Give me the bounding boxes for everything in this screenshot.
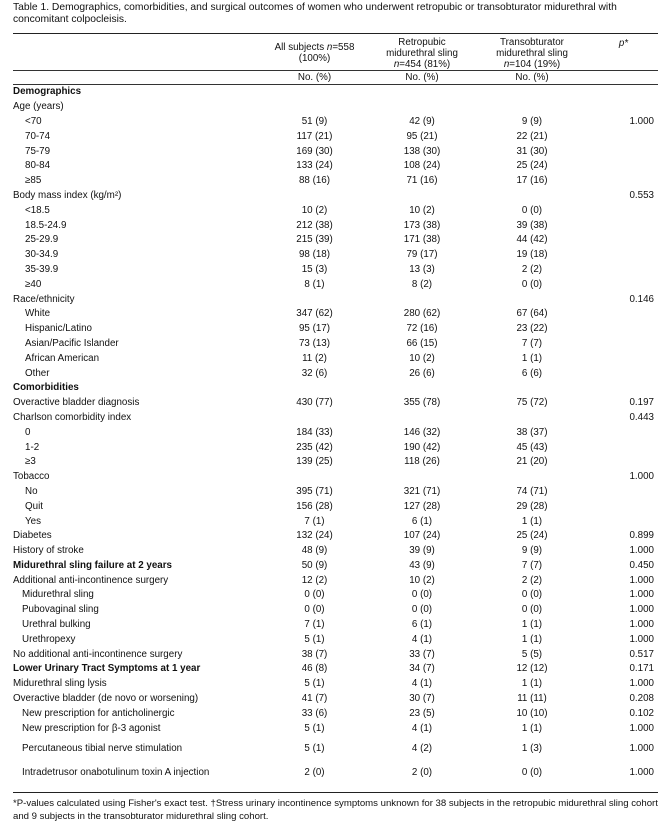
table-row — [13, 632, 658, 647]
cell-transobturator: 6 (6) — [521, 367, 543, 379]
cell-p-value: 1.000 — [629, 574, 654, 586]
cell-transobturator: 1 (1) — [521, 619, 543, 631]
top-rule — [13, 33, 658, 34]
cell-transobturator: 44 (42) — [516, 234, 548, 246]
cell-p-value: 1.000 — [629, 722, 654, 734]
cell-p-value: 0.443 — [629, 411, 654, 423]
cell-all-subjects: 98 (18) — [298, 249, 331, 261]
row-label: Lower Urinary Tract Symptoms at 1 year — [13, 663, 201, 675]
cell-p-value — [589, 233, 658, 248]
row-label: Overactive bladder diagnosis — [13, 397, 140, 409]
table-row — [13, 760, 658, 784]
header-transobturator: Transobturator midurethral sling n=104 (19%) — [496, 36, 568, 70]
cell-all-subjects — [260, 85, 369, 100]
cell-retropubic: 146 (32) — [403, 426, 441, 438]
row-label: Urethral bulking — [22, 619, 91, 631]
table-row — [13, 544, 658, 559]
cell-all-subjects: 88 (16) — [298, 175, 331, 187]
cell-retropubic: 10 (2) — [409, 204, 435, 216]
cell-p-value: 1.000 — [629, 115, 654, 127]
cell-retropubic — [369, 100, 475, 115]
table-row — [13, 425, 658, 440]
table-row — [13, 485, 658, 500]
table-row — [13, 411, 658, 426]
table-row — [13, 573, 658, 588]
cell-transobturator: 38 (37) — [516, 426, 548, 438]
cell-retropubic — [369, 411, 475, 426]
table-row — [13, 381, 658, 396]
row-label: Charlson comorbidity index — [13, 411, 132, 423]
table-row — [13, 189, 658, 204]
cell-retropubic: 43 (9) — [409, 559, 435, 571]
row-label: 1-2 — [25, 441, 40, 453]
cell-all-subjects: 212 (38) — [296, 219, 333, 231]
table-footnote: *P-values calculated using Fisher's exact test. †Stress urinary incontinence symptoms unknown for 38 subjects in the retropubic midurethral sling cohort and 9 subjects in the transobturator midurethral sling cohort. — [13, 798, 658, 822]
table-row — [13, 440, 658, 455]
row-label: 0 — [25, 426, 31, 438]
cell-transobturator: 45 (43) — [516, 441, 548, 453]
cell-transobturator: 11 (11) — [517, 693, 547, 705]
row-label: Percutaneous tibial nerve stimulation — [22, 742, 183, 754]
table-subheader-row — [13, 71, 658, 85]
cell-retropubic: 6 (1) — [411, 619, 433, 631]
cell-all-subjects — [260, 381, 369, 396]
table-row — [13, 277, 658, 292]
subheader-all: No. (%) — [260, 71, 369, 85]
cell-transobturator: 2 (2) — [521, 263, 543, 275]
cell-p-value: 1.000 — [629, 604, 654, 616]
row-label: Additional anti-incontinence surgery — [13, 574, 169, 586]
cell-p-value: 0.171 — [629, 663, 654, 675]
cell-p-value — [589, 337, 658, 352]
cell-all-subjects: 32 (6) — [301, 367, 328, 379]
cell-transobturator: 2 (2) — [521, 574, 543, 586]
cell-transobturator: 1 (1) — [521, 352, 543, 364]
table-row — [13, 203, 658, 218]
cell-retropubic: 0 (0) — [411, 589, 433, 601]
cell-retropubic: 280 (62) — [403, 308, 441, 320]
cell-retropubic: 13 (3) — [409, 263, 435, 275]
table-row — [13, 603, 658, 618]
row-label: ≥40 — [25, 278, 42, 290]
table-row — [13, 706, 658, 721]
row-label: Urethropexy — [22, 633, 76, 645]
cell-transobturator: 74 (71) — [516, 485, 548, 497]
cell-p-value: 1.000 — [629, 633, 654, 645]
cell-p-value — [589, 203, 658, 218]
cell-transobturator: 25 (24) — [516, 530, 548, 542]
row-label: Overactive bladder (de novo or worsening) — [13, 693, 199, 705]
cell-transobturator: 0 (0) — [521, 589, 543, 601]
table-row — [13, 692, 658, 707]
table-row — [13, 248, 658, 263]
row-label: 70-74 — [25, 130, 51, 142]
cell-all-subjects: 0 (0) — [304, 604, 325, 616]
table-row — [13, 337, 658, 352]
cell-transobturator: 1 (1) — [521, 678, 543, 690]
row-label: Age (years) — [13, 101, 64, 113]
cell-all-subjects — [260, 292, 369, 307]
table-row — [13, 677, 658, 692]
cell-all-subjects: 2 (0) — [304, 766, 325, 778]
table-row — [13, 144, 658, 159]
table-row — [13, 233, 658, 248]
cell-all-subjects: 38 (7) — [301, 648, 328, 660]
table-row — [13, 322, 658, 337]
bottom-rule — [13, 792, 658, 793]
cell-p-value — [589, 440, 658, 455]
cell-p-value: 1.000 — [629, 766, 654, 778]
row-label: Midurethral sling — [22, 589, 94, 601]
cell-p-value — [589, 425, 658, 440]
cell-all-subjects: 347 (62) — [296, 308, 333, 320]
header-p-value: p* — [618, 38, 629, 49]
row-label: New prescription for anticholinergic — [22, 707, 175, 719]
row-label: Yes — [25, 515, 41, 527]
cell-all-subjects: 184 (33) — [296, 426, 333, 438]
table-row — [13, 470, 658, 485]
row-label: <70 — [25, 115, 42, 127]
table-row — [13, 736, 658, 760]
cell-p-value: 1.000 — [629, 678, 654, 690]
table-row — [13, 351, 658, 366]
cell-transobturator: 25 (24) — [516, 160, 548, 172]
cell-p-value: 1.000 — [629, 545, 654, 557]
row-label: 35-39.9 — [25, 263, 59, 275]
cell-transobturator: 39 (38) — [516, 219, 548, 231]
cell-all-subjects: 169 (30) — [296, 145, 333, 157]
cell-transobturator: 19 (18) — [516, 249, 548, 261]
cell-transobturator: 1 (1) — [521, 722, 543, 734]
cell-retropubic: 30 (7) — [409, 693, 435, 705]
cell-p-value: 1.000 — [629, 619, 654, 631]
cell-retropubic: 39 (9) — [409, 545, 435, 557]
cell-all-subjects: 235 (42) — [296, 441, 333, 453]
cell-p-value — [589, 129, 658, 144]
cell-all-subjects: 139 (25) — [296, 456, 333, 468]
cell-all-subjects: 5 (1) — [304, 742, 325, 754]
header-retropubic: Retropubic midurethral sling n=454 (81%) — [386, 36, 458, 70]
cell-p-value — [589, 248, 658, 263]
cell-retropubic: 6 (1) — [411, 515, 433, 527]
table-row — [13, 85, 658, 100]
cell-all-subjects: 46 (8) — [301, 663, 328, 675]
row-label: Intradetrusor onabotulinum toxin A injection — [22, 766, 210, 778]
cell-p-value — [589, 455, 658, 470]
cell-retropubic: 42 (9) — [409, 115, 435, 127]
cell-retropubic: 10 (2) — [409, 574, 435, 586]
cell-transobturator — [475, 381, 589, 396]
cell-all-subjects: 7 (1) — [304, 515, 325, 527]
row-label: No additional anti-incontinence surgery — [13, 648, 183, 660]
cell-retropubic: 72 (16) — [406, 323, 438, 335]
table-row — [13, 366, 658, 381]
row-label: 18.5-24.9 — [25, 219, 67, 231]
row-label: No — [25, 485, 38, 497]
cell-retropubic — [369, 381, 475, 396]
cell-p-value: 0.517 — [629, 648, 654, 660]
cell-all-subjects: 10 (2) — [301, 204, 328, 216]
cell-transobturator: 0 (0) — [521, 204, 543, 216]
table-row — [13, 662, 658, 677]
header-all-subjects: All subjects n=558 (100%) — [274, 42, 355, 64]
cell-retropubic — [369, 470, 475, 485]
cell-all-subjects: 395 (71) — [296, 485, 333, 497]
cell-p-value — [589, 485, 658, 500]
cell-all-subjects: 0 (0) — [304, 589, 325, 601]
cell-retropubic: 2 (0) — [411, 766, 433, 778]
cell-transobturator: 31 (30) — [516, 145, 548, 157]
cell-all-subjects: 11 (2) — [302, 352, 327, 364]
cell-transobturator: 67 (64) — [516, 308, 548, 320]
cell-transobturator: 5 (5) — [521, 648, 543, 660]
cell-transobturator: 22 (21) — [516, 130, 548, 142]
cell-p-value — [589, 218, 658, 233]
table-row — [13, 100, 658, 115]
row-label: Comorbidities — [13, 382, 79, 394]
cell-transobturator — [475, 411, 589, 426]
cell-retropubic: 4 (1) — [411, 678, 433, 690]
table-row — [13, 115, 658, 130]
cell-all-subjects — [260, 470, 369, 485]
subheader-empty — [13, 71, 260, 85]
cell-transobturator: 0 (0) — [521, 604, 543, 616]
cell-p-value — [589, 514, 658, 529]
cell-p-value — [589, 277, 658, 292]
row-label: 25-29.9 — [25, 234, 59, 246]
cell-all-subjects: 7 (1) — [304, 619, 325, 631]
cell-p-value — [589, 159, 658, 174]
table-body — [13, 85, 658, 785]
cell-p-value: 0.197 — [629, 397, 654, 409]
cell-transobturator — [475, 85, 589, 100]
table-header-row — [13, 36, 658, 71]
row-label: Quit — [25, 500, 43, 512]
cell-transobturator: 9 (9) — [521, 545, 543, 557]
cell-transobturator: 23 (22) — [516, 323, 548, 335]
subheader-trans: No. (%) — [475, 71, 589, 85]
cell-p-value: 0.208 — [629, 693, 654, 705]
cell-retropubic — [369, 189, 475, 204]
cell-retropubic: 4 (1) — [411, 722, 433, 734]
table-row — [13, 721, 658, 736]
cell-transobturator — [475, 100, 589, 115]
cell-retropubic: 95 (21) — [406, 130, 438, 142]
cell-p-value — [589, 307, 658, 322]
row-label: 75-79 — [25, 145, 51, 157]
cell-retropubic: 34 (7) — [409, 663, 435, 675]
cell-p-value: 0.102 — [629, 707, 654, 719]
cell-retropubic: 23 (5) — [409, 707, 435, 719]
cell-all-subjects: 8 (1) — [304, 278, 325, 290]
cell-all-subjects: 15 (3) — [301, 263, 328, 275]
cell-retropubic: 71 (16) — [406, 175, 438, 187]
cell-retropubic: 10 (2) — [409, 352, 435, 364]
cell-all-subjects: 156 (28) — [296, 500, 333, 512]
cell-all-subjects — [260, 411, 369, 426]
table-row — [13, 514, 658, 529]
table-caption: Table 1. Demographics, comorbidities, and surgical outcomes of women who underwent retropubic or transobturator midurethral with concomitant colpocleisis. — [13, 2, 617, 25]
cell-transobturator — [475, 470, 589, 485]
row-label: History of stroke — [13, 545, 84, 557]
table-row — [13, 559, 658, 574]
cell-p-value — [589, 322, 658, 337]
cell-retropubic: 79 (17) — [406, 249, 438, 261]
cell-retropubic — [369, 85, 475, 100]
cell-all-subjects: 430 (77) — [296, 397, 333, 409]
cell-transobturator: 10 (10) — [516, 707, 548, 719]
cell-retropubic: 33 (7) — [409, 648, 435, 660]
header-label-column — [13, 36, 260, 71]
table-row — [13, 292, 658, 307]
table-row — [13, 618, 658, 633]
cell-p-value: 0.450 — [629, 559, 654, 571]
cell-p-value — [589, 263, 658, 278]
cell-all-subjects: 133 (24) — [296, 160, 333, 172]
row-label: Pubovaginal sling — [22, 604, 99, 616]
cell-all-subjects: 215 (39) — [296, 234, 333, 246]
table-row — [13, 218, 658, 233]
cell-transobturator: 12 (12) — [516, 663, 548, 675]
cell-retropubic: 118 (26) — [404, 456, 440, 468]
cell-retropubic: 321 (71) — [403, 485, 441, 497]
cell-all-subjects: 117 (21) — [296, 130, 333, 142]
cell-transobturator — [475, 189, 589, 204]
cell-retropubic: 66 (15) — [406, 337, 438, 349]
cell-p-value — [589, 366, 658, 381]
cell-p-value — [589, 100, 658, 115]
cell-all-subjects: 5 (1) — [304, 633, 325, 645]
cell-p-value — [589, 85, 658, 100]
cell-p-value: 0.899 — [629, 530, 654, 542]
cell-retropubic: 171 (38) — [403, 234, 441, 246]
cell-retropubic: 173 (38) — [403, 219, 441, 231]
row-label: African American — [25, 352, 100, 364]
cell-all-subjects — [260, 189, 369, 204]
cell-p-value — [589, 144, 658, 159]
cell-retropubic: 108 (24) — [403, 160, 441, 172]
cell-all-subjects: 5 (1) — [304, 722, 325, 734]
cell-all-subjects: 73 (13) — [298, 337, 331, 349]
cell-p-value: 1.000 — [629, 742, 654, 754]
cell-retropubic: 0 (0) — [411, 604, 433, 616]
cell-all-subjects: 5 (1) — [304, 678, 325, 690]
cell-p-value: 1.000 — [629, 589, 654, 601]
cell-retropubic: 138 (30) — [403, 145, 441, 157]
row-label: ≥3 — [25, 456, 36, 468]
cell-p-value: 0.146 — [629, 293, 654, 305]
cell-retropubic — [369, 292, 475, 307]
row-label: Asian/Pacific Islander — [25, 337, 119, 349]
cell-all-subjects — [260, 100, 369, 115]
row-label: Race/ethnicity — [13, 293, 75, 305]
cell-all-subjects: 12 (2) — [301, 574, 328, 586]
cell-retropubic: 127 (28) — [403, 500, 441, 512]
cell-retropubic: 107 (24) — [403, 530, 441, 542]
cell-all-subjects: 41 (7) — [301, 693, 328, 705]
table-row — [13, 647, 658, 662]
cell-all-subjects: 33 (6) — [301, 707, 328, 719]
row-label: Other — [25, 367, 50, 379]
cell-p-value — [589, 174, 658, 189]
table-row — [13, 307, 658, 322]
cell-p-value — [589, 499, 658, 514]
table-row — [13, 455, 658, 470]
subheader-retro: No. (%) — [369, 71, 475, 85]
cell-transobturator: 0 (0) — [521, 278, 543, 290]
row-label: White — [25, 308, 51, 320]
cell-transobturator: 7 (7) — [521, 337, 543, 349]
row-label: Demographics — [13, 86, 82, 98]
table-row — [13, 263, 658, 278]
cell-p-value — [589, 351, 658, 366]
cell-transobturator: 1 (1) — [521, 515, 543, 527]
row-label: <18.5 — [25, 204, 50, 216]
row-label: Midurethral sling failure at 2 years — [13, 559, 172, 571]
cell-retropubic: 4 (2) — [411, 742, 433, 754]
cell-transobturator: 21 (20) — [516, 456, 548, 468]
cell-transobturator: 1 (3) — [521, 742, 543, 754]
row-label: Tobacco — [13, 471, 50, 483]
cell-retropubic: 8 (2) — [411, 278, 433, 290]
cell-transobturator — [475, 292, 589, 307]
cell-transobturator: 75 (72) — [516, 397, 548, 409]
table-row — [13, 588, 658, 603]
table-row — [13, 129, 658, 144]
row-label: New prescription for β-3 agonist — [22, 722, 161, 734]
cell-all-subjects: 95 (17) — [298, 323, 331, 335]
cell-retropubic: 190 (42) — [403, 441, 441, 453]
cell-transobturator: 1 (1) — [521, 633, 543, 645]
row-label: Midurethral sling lysis — [13, 678, 107, 690]
cell-all-subjects: 132 (24) — [296, 530, 333, 542]
cell-transobturator: 17 (16) — [516, 175, 548, 187]
cell-p-value: 0.553 — [629, 189, 654, 201]
table-row — [13, 529, 658, 544]
cell-transobturator: 0 (0) — [521, 766, 543, 778]
cell-all-subjects: 50 (9) — [301, 559, 328, 571]
cell-retropubic: 26 (6) — [409, 367, 435, 379]
outcomes-table — [13, 36, 658, 784]
subheader-p — [589, 71, 658, 85]
table-row — [13, 499, 658, 514]
row-label: Diabetes — [13, 530, 52, 542]
table-row — [13, 396, 658, 411]
table-row — [13, 174, 658, 189]
cell-transobturator: 7 (7) — [521, 559, 543, 571]
table-row — [13, 159, 658, 174]
cell-transobturator: 9 (9) — [521, 115, 543, 127]
row-label: Body mass index (kg/m²) — [13, 189, 122, 201]
cell-all-subjects: 51 (9) — [301, 115, 328, 127]
row-label: 80-84 — [25, 160, 51, 172]
cell-retropubic: 4 (1) — [411, 633, 433, 645]
row-label: ≥85 — [25, 175, 42, 187]
row-label: 30-34.9 — [25, 249, 59, 261]
cell-retropubic: 355 (78) — [403, 397, 441, 409]
cell-p-value: 1.000 — [629, 471, 654, 483]
cell-all-subjects: 48 (9) — [301, 545, 328, 557]
cell-p-value — [589, 381, 658, 396]
row-label: Hispanic/Latino — [25, 323, 92, 335]
cell-transobturator: 29 (28) — [516, 500, 548, 512]
